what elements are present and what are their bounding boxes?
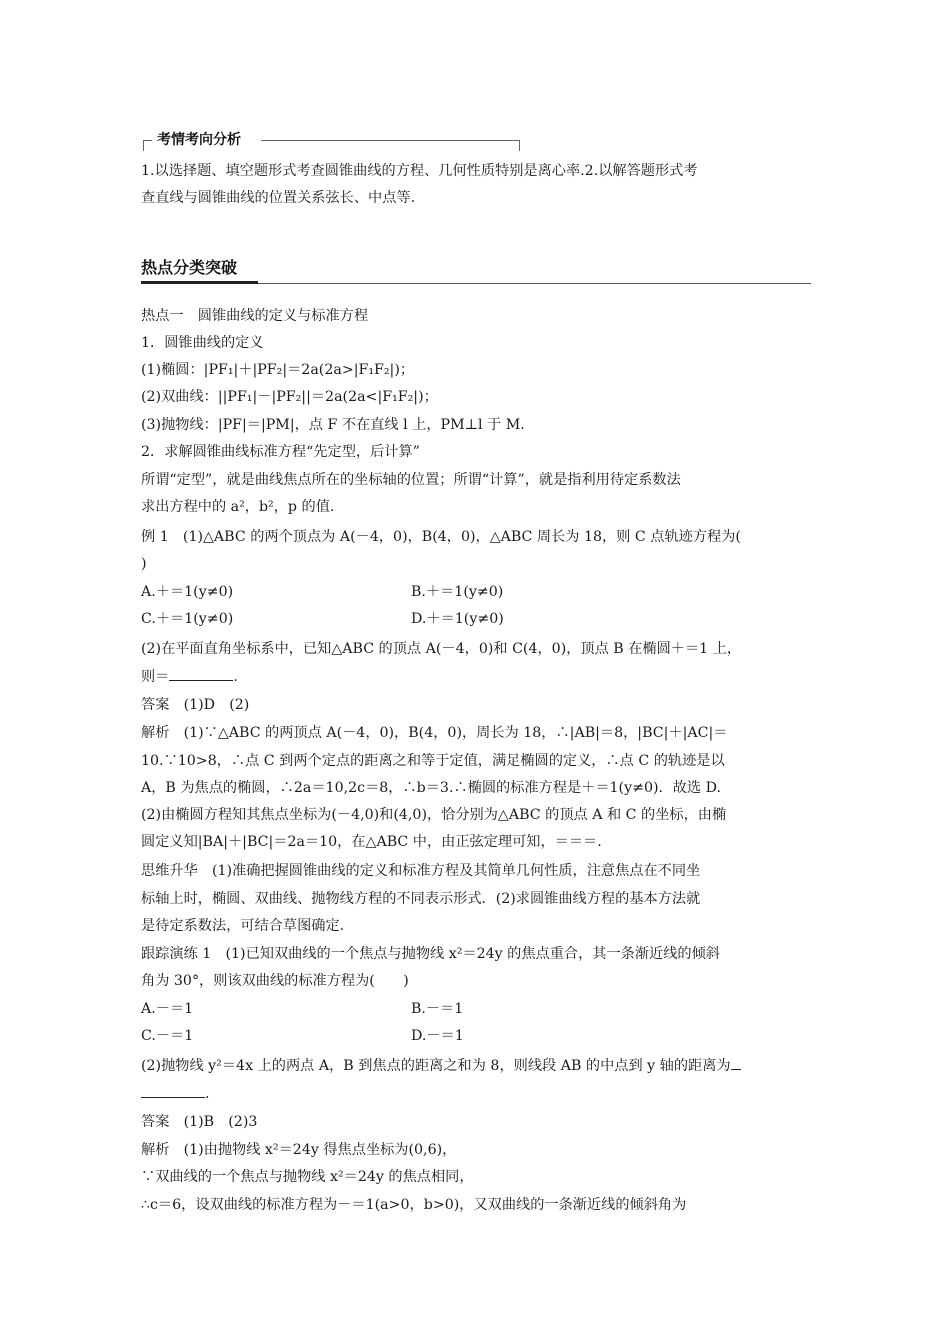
body-line: A，B 为焦点的椭圆，∴2a＝10,2c＝8，∴b＝3.∴椭圆的标准方程是＋＝1(y≠0)．故选 D. — [141, 780, 722, 796]
analysis-box-frame — [143, 130, 520, 156]
body-line: 是待定系数法，可结合草图确定. — [141, 918, 345, 934]
answer-blank — [731, 1055, 741, 1070]
option-a: A.＋＝1(y≠0) — [141, 584, 234, 600]
body-line: 所谓“定型”，就是曲线焦点所在的坐标轴的位置；所谓“计算”，就是指利用待定系数法 — [141, 472, 681, 488]
solution-line: 解析 (1)∵△ABC 的两顶点 A(－4，0)，B(4，0)，周长为 18，∴|AB|＝8，|BC|＋|AC|＝ — [141, 725, 728, 741]
practice-1-question: 跟踪演练 1 (1)已知双曲线的一个焦点与抛物线 x²＝24y 的焦点重合，其一条渐近线的倾斜 — [141, 946, 720, 962]
body-text: . — [205, 1086, 210, 1102]
answer-line: 答案 (1)B (2)3 — [141, 1114, 258, 1130]
option-b: B.＋＝1(y≠0) — [411, 584, 504, 600]
body-line: (1)椭圆：|PF₁|＋|PF₂|＝2a(2a>|F₁F₂|)； — [141, 362, 415, 378]
fill-blank-line — [141, 666, 238, 688]
body-line: ∵双曲线的一个焦点与抛物线 x²＝24y 的焦点相同， — [141, 1169, 474, 1185]
body-line: 圆定义知|BA|＋|BC|＝2a＝10，在△ABC 中，由正弦定理可知，＝＝＝. — [141, 834, 602, 850]
frame-corner-left — [143, 140, 152, 151]
body-line: (2)由椭圆方程知其焦点坐标为(－4,0)和(4,0)，恰分别为△ABC 的顶点 A 和 C 的坐标，由椭 — [141, 807, 727, 823]
body-line: (2)在平面直角坐标系中，已知△ABC 的顶点 A(－4，0)和 C(4，0)，顶点 B 在椭圆＋＝1 上， — [141, 641, 742, 657]
answer-blank — [169, 666, 233, 681]
body-text: . — [233, 669, 238, 685]
example-1-question: 例 1 (1)△ABC 的两个顶点为 A(－4，0)，B(4，0)，△ABC 周长为 18，则 C 点轨迹方程为( — [141, 529, 741, 545]
body-line: (3)抛物线：|PF|＝|PM|，点 F 不在直线 l 上，PM⊥l 于 M. — [141, 417, 525, 433]
body-text: (2)抛物线 y²＝4x 上的两点 A，B 到焦点的距离之和为 8，则线段 AB 的中点到 y 轴的距离为 — [141, 1058, 731, 1074]
analysis-line-2: 查直线与圆锥曲线的位置关系弦长、中点等. — [141, 190, 416, 206]
body-line: 求出方程中的 a²，b²，p 的值. — [141, 499, 335, 515]
option-a: A.－＝1 — [141, 1001, 194, 1017]
answer-line: 答案 (1)D (2) — [141, 697, 250, 713]
solution-line: 解析 (1)由抛物线 x²＝24y 得焦点坐标为(0,6)， — [141, 1142, 457, 1158]
body-line: 角为 30°，则该双曲线的标准方程为( ) — [141, 973, 409, 989]
analysis-box-label: 考情考向分析 — [157, 132, 241, 148]
body-line: ) — [141, 556, 147, 572]
fill-blank-line — [141, 1083, 210, 1105]
option-c: C.＋＝1(y≠0) — [141, 611, 234, 627]
option-b: B.－＝1 — [411, 1001, 464, 1017]
analysis-line-1: 1.以选择题、填空题形式考查圆锥曲线的方程、几何性质特别是离心率.2.以解答题形式考 — [141, 163, 698, 179]
summary-line: 思维升华 (1)准确把握圆锥曲线的定义和标准方程及其简单几何性质，注意焦点在不同坐 — [141, 863, 701, 879]
body-line: 1．圆锥曲线的定义 — [141, 335, 264, 351]
body-line: 10.∵10>8，∴点 C 到两个定点的距离之和等于定值，满足椭圆的定义，∴点 C 的轨迹是以 — [141, 753, 725, 769]
body-text: 则＝ — [141, 669, 170, 685]
fill-blank-line — [141, 1055, 741, 1077]
body-line: 标轴上时，椭圆、双曲线、抛物线方程的不同表示形式．(2)求圆锥曲线方程的基本方法就 — [141, 891, 701, 907]
answer-blank — [141, 1083, 205, 1098]
body-line: 2．求解圆锥曲线标准方程“先定型，后计算” — [141, 444, 420, 460]
section-title: 热点分类突破 — [141, 258, 238, 277]
hotspot-heading: 热点一 圆锥曲线的定义与标准方程 — [141, 308, 369, 324]
frame-top-line — [261, 140, 512, 141]
frame-corner-right — [511, 140, 520, 151]
body-line: ∴c＝6，设双曲线的标准方程为－＝1(a>0，b>0)，又双曲线的一条渐近线的倾斜角为 — [141, 1197, 687, 1213]
option-c: C.－＝1 — [141, 1028, 194, 1044]
option-d: D.＋＝1(y≠0) — [411, 611, 504, 627]
option-d: D.－＝1 — [411, 1028, 464, 1044]
body-line: (2)双曲线：||PF₁|－|PF₂||＝2a(2a<|F₁F₂|)； — [141, 389, 438, 405]
section-rule-accent — [141, 281, 258, 284]
